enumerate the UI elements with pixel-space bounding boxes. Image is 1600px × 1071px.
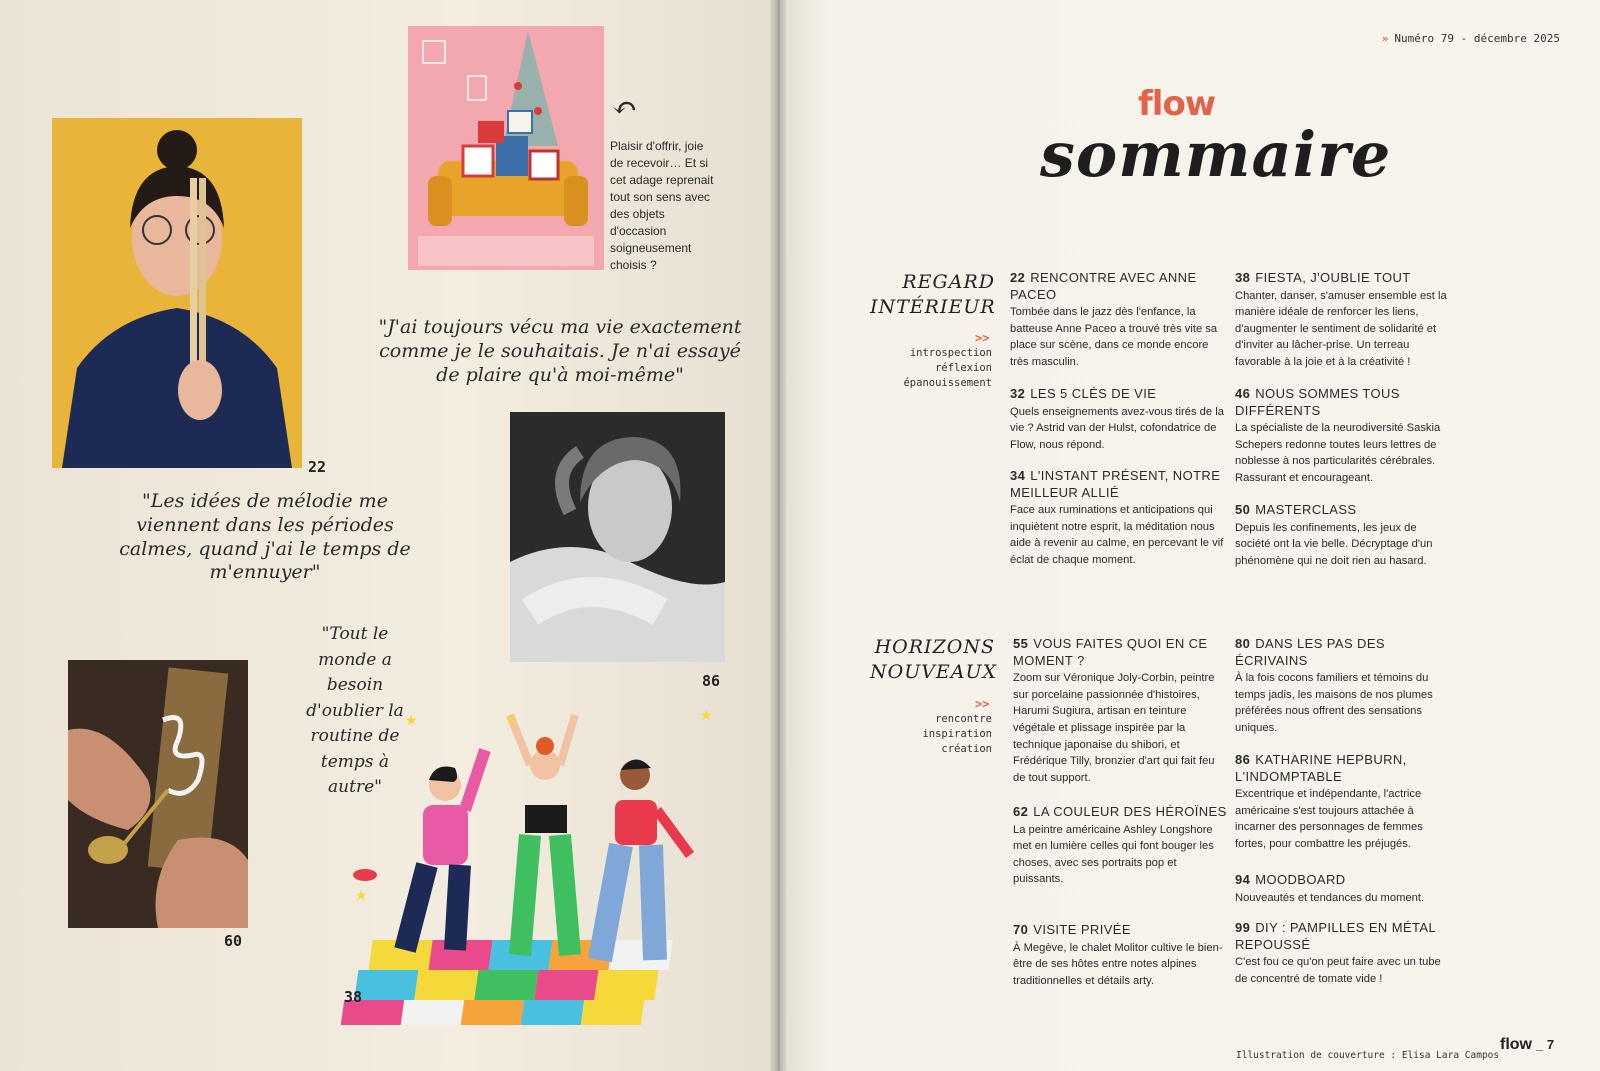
entry-heading [1010,270,1225,303]
entry-summary: Chanter, danser, s'amuser ensemble est la manière idéale de renforcer les liens, d'augmenter le sentiment de solidarité et d'inviter au lâcher-prise. Un terreau favorable à la joie et à la créativité ! [1235,289,1447,368]
section-chevron: >> [975,697,990,711]
entry-title: FIESTA, J'OUBLIE TOUT [1255,270,1411,285]
toc-entry-22[interactable] [1010,270,1225,371]
page-number-38: 38 [344,988,363,1006]
entry-heading [1010,386,1225,403]
toc-entry-94[interactable] [1235,872,1450,906]
entry-page-number: 86 [1235,752,1251,767]
entry-summary: Quels enseignements avez-vous tirés de la vie ? Astrid van der Hulst, cofondatrice de Flow, nous répond. [1010,405,1224,451]
spine-gutter [770,0,786,1071]
entry-title: LES 5 CLÉS DE VIE [1030,386,1157,401]
flow-logo: flow [1138,84,1216,124]
entry-summary: À Megève, le chalet Molitor cultive le bien-être de ses hôtes entre notes alpines traditionnelles et détails arty. [1013,941,1223,987]
footer-logo [1500,1036,1554,1054]
entry-summary: Depuis les confinements, les jeux de société ont la vie belle. Décryptage d'un phénomène qui ne doit rien au hasard. [1235,521,1433,567]
entry-page-number: 55 [1013,636,1029,651]
section-title-line: NOUVEAUX [870,660,998,683]
svg-text:★: ★ [505,712,518,728]
issue-line [1382,32,1560,45]
section-title-line: HORIZONS [874,636,995,658]
toc-entry-46[interactable] [1235,386,1450,487]
entry-heading [1235,502,1450,519]
entry-heading [1235,636,1450,669]
entry-page-number: 80 [1235,636,1251,651]
entry-title: VOUS FAITES QUOI EN CE MOMENT ? [1013,636,1208,668]
section-title-horizons [870,635,998,684]
entry-summary: C'est fou ce qu'on peut faire avec un tube de concentré de tomate vide ! [1235,956,1441,985]
section-keywords-horizons [870,712,992,758]
entry-title: DIY : PAMPILLES EN MÉTAL REPOUSSÉ [1235,920,1436,952]
entry-heading [1235,872,1450,889]
keyword: réflexion [935,362,992,375]
entry-summary: Excentrique et indépendante, l'actrice américaine s'est toujours attachée à incarner des personnages de femmes fortes, pour combattre les préjugés. [1235,788,1423,850]
drummer-photo [52,118,302,468]
entry-heading [1235,270,1450,287]
gifts-caption: Plaisir d'offrir, joie de recevoir… Et si cet adage reprenait tout son sens avec des objets d'occasion soigneusement choisis ? [610,139,714,273]
entry-page-number: 99 [1235,920,1251,935]
toc-entry-70[interactable] [1013,922,1228,989]
page-number-22: 22 [308,458,327,476]
section-title-line: REGARD [902,271,995,293]
svg-text:★: ★ [405,712,418,728]
toc-entry-55[interactable] [1013,636,1228,786]
metal-craft-photo [68,660,248,928]
keyword: inspiration [922,728,992,741]
entry-title: NOUS SOMMES TOUS DIFFÉRENTS [1235,386,1400,418]
toc-entry-38[interactable] [1235,270,1450,371]
entry-title: KATHARINE HEPBURN, L'INDOMPTABLE [1235,752,1407,784]
hepburn-quote: "J'ai toujours vécu ma vie exactement comme je le souhaitais. Je n'ai essayé de plaire qu'à moi-même" [378,316,742,386]
hepburn-photo [510,412,725,662]
entry-heading [1013,636,1228,669]
dancers-illustration [335,710,735,1025]
keyword: rencontre [935,713,992,725]
entry-summary: Zoom sur Véronique Joly-Corbin, peintre sur porcelaine passionnée d'histoires, Harumi Sugiura, artisan en teinture végétale et plissage inspirée par la technique japonaise du shibori, et Frédérique Tilly, bronzier d'art qui fait feu de tout support. [1013,672,1215,784]
entry-title: L'INSTANT PRÉSENT, NOTRE MEILLEUR ALLIÉ [1010,468,1221,500]
section-title-line: INTÉRIEUR [870,295,996,318]
entry-page-number: 62 [1013,804,1029,819]
entry-title: MOODBOARD [1255,872,1346,887]
fiesta-quote: "Tout le monde a besoin d'oublier la routine de temps à autre" [306,624,404,797]
footer-flow-logo: flow [1500,1036,1532,1053]
entry-summary: Tombée dans le jazz dès l'enfance, la batteuse Anne Paceo a trouvé très vite sa place sur scène, dans ce monde encore très masculin. [1010,306,1218,368]
page-number-60: 60 [224,932,243,950]
footer-page-number: _ 7 [1536,1037,1555,1052]
svg-text:★: ★ [700,710,713,723]
entry-heading [1235,752,1450,785]
entry-page-number: 32 [1010,386,1026,401]
entry-page-number: 70 [1013,922,1029,937]
toc-entry-32[interactable] [1010,386,1225,453]
toc-entry-50[interactable] [1235,502,1450,569]
section-chevron: >> [975,331,990,345]
keyword: création [941,743,992,756]
entry-summary: La peintre américaine Ashley Longshore met en lumière celles qui font bouger les choses, avec ses portraits pop et puissants. [1013,823,1214,886]
keyword: épanouissement [903,377,992,390]
entry-page-number: 38 [1235,270,1251,285]
page-number-86: 86 [702,672,721,690]
entry-title: DANS LES PAS DES ÉCRIVAINS [1235,636,1385,668]
christmas-gifts-illustration [408,26,604,270]
page-title: sommaire [1040,118,1392,191]
entry-heading [1013,922,1228,939]
entry-summary: Face aux ruminations et anticipations qui inquiètent notre esprit, la méditation nous aide à revenir au calme, en percevant le vif éclat de chaque moment. [1010,504,1224,566]
entry-heading [1013,804,1228,821]
entry-title: RENCONTRE AVEC ANNE PACEO [1010,270,1197,302]
entry-page-number: 22 [1010,270,1026,285]
section-keywords-regard [870,346,992,392]
entry-summary: À la fois cocons familiers et témoins du temps jadis, les maisons de nos plumes préférées nous offrent des sensations uniques. [1235,672,1433,734]
toc-entry-34[interactable] [1010,468,1225,569]
entry-page-number: 94 [1235,872,1251,887]
entry-heading [1235,386,1450,419]
entry-heading [1010,468,1225,501]
entry-title: LA COULEUR DES HÉROÏNES [1033,804,1227,819]
section-title-regard [870,270,995,319]
svg-text:★: ★ [355,887,368,903]
toc-entry-86[interactable] [1235,752,1450,853]
issue-text: Numéro 79 - décembre 2025 [1394,32,1560,45]
entry-page-number: 34 [1010,468,1026,483]
entry-summary: Nouveautés et tendances du moment. [1235,891,1425,904]
entry-heading [1235,920,1450,953]
entry-title: VISITE PRIVÉE [1033,922,1131,937]
paceo-quote: "Les idées de mélodie me viennent dans les périodes calmes, quand j'ai le temps de m'ennuyer" [119,490,411,584]
cover-credit: Illustration de couverture : Elisa Lara Campos [1236,1050,1500,1061]
toc-entry-62[interactable] [1013,804,1228,888]
arrow-icon: ↶ [612,91,638,126]
toc-entry-99[interactable] [1235,920,1450,987]
keyword: introspection [909,347,992,359]
entry-page-number: 46 [1235,386,1251,401]
chevron-icon: » [1381,32,1389,45]
entry-summary: La spécialiste de la neurodiversité Saskia Schepers redonne toutes leurs lettres de noblesse à nos particularités cérébrales. Rassurant et encourageant. [1235,422,1441,484]
toc-entry-80[interactable] [1235,636,1450,737]
entry-title: MASTERCLASS [1255,502,1357,517]
entry-page-number: 50 [1235,502,1251,517]
